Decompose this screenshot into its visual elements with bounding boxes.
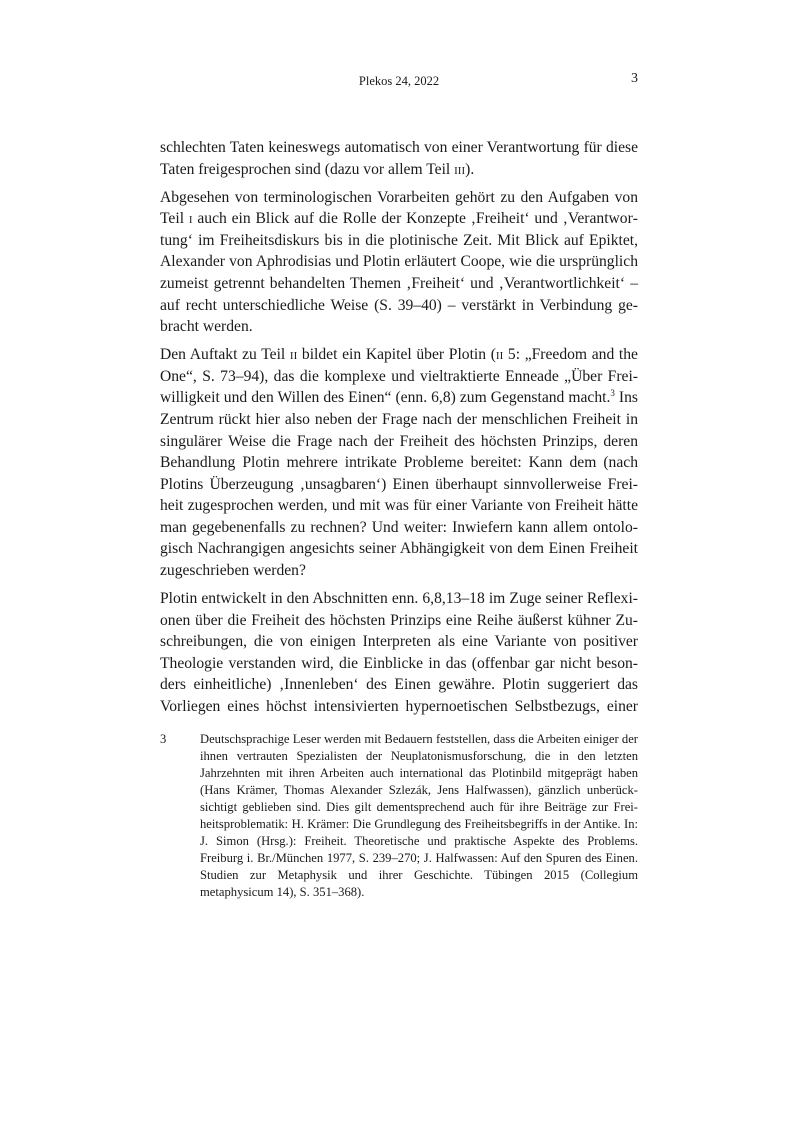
small-caps-numeral: iii [454,160,466,178]
footnote [160,731,638,901]
footnotes [160,731,638,901]
paragraph: Plotin entwickelt in den Abschnitten enn. 6,8,13–18 im Zuge seiner Reflexionen über die Freiheit des höchsten Prinzips eine Reihe äußerst kühner Zuschreibungen, die von einigen Interpreten als eine Variante von positiver Theologie verstanden wird, die Einblicke in das (offenbar gar nicht besonders einheitliche) ‚Innenleben‘ des Einen gewähre. Plotin suggeriert das Vorliegen eines höchst intensivierten hypernoetischen Selbstbezugs, einer [160,590,638,716]
footnote-number: 3 [160,732,167,746]
page-number: 3 [631,71,638,86]
small-caps-numeral: i [188,210,193,228]
small-caps-numeral: ii [289,346,298,364]
paragraph: schlechten Taten keineswegs automatisch von einer Verantwortung für diese Taten freigesprochen sind (dazu vor allem Teil iii). [160,139,638,178]
running-head: Plekos 24, 2022 [358,74,440,88]
footnote-reference[interactable]: 3 [610,388,615,399]
paragraph: Den Auftakt zu Teil ii bildet ein Kapitel über Plotin (ii 5: „Freedom and the One“, S. 73–94), das die komplexe und vieltraktierte Enneade „Über Freiwilligkeit und den Willen des Einen“ (enn. 6,8) zum Gegenstand macht.$^3$ Ins Zentrum rückt hier also neben der Frage nach der menschlichen Freiheit in singulärer Weise die Frage nach der Freiheit des höchsten Prinzips, deren Behandlung Plotin mehrere intrikate Probleme bereitet: Kann dem (nach Plotins Überzeugung ‚unsagbaren‘) Einen überhaupt sinnvollerweise Freiheit zugesprochen werden, und mit was für einer Variante von Freiheit hätte man gegebenenfalls zu rechnen? Und weiter: Inwiefern kann allem ontologisch Nachrangigen angesichts seiner Abhängigkeit von dem Einen Freiheit zugeschrieben werden? [160,346,638,580]
main-text [160,137,638,724]
paragraph: Abgesehen von terminologischen Vorarbeiten gehört zu den Aufgaben von Teil i auch ein Blick auf die Rolle der Konzepte ‚Freiheit‘ und ‚Verantwortung‘ im Freiheitsdiskurs bis in die plotinische Zeit. Mit Blick auf Epiktet, Alexander von Aphrodisias und Plotin erläutert Coope, wie die ursprünglich zumeist getrennt behandelten Themen ‚Freiheit‘ und ‚Verantwortlichkeit‘ – auf recht unterschiedliche Weise (S. 39–40) – verstärkt in Verbindung gebracht werden. [160,188,638,336]
small-caps-numeral: ii [495,346,504,364]
footnote-text: Deutschsprachige Leser werden mit Bedauern feststellen, dass die Arbeiten einiger der ihnen vertrauten Spezialisten der Neuplatonismusforschung, die in den letzten Jahrzehnten mit ihren Arbeiten auch international das Plotinbild mitgeprägt haben (Hans Krämer, Thomas Alexander Szlezák, Jens Halfwassen), gänzlich unberücksichtigt geblieben sind. Dies gilt dementsprechend auch für ihre Beiträge zur Freiheitsproblematik: H. Krämer: Die Grundlegung des Freiheitsbegriffs in der Antike. In: J. Simon (Hrsg.): Freiheit. Theoretische und praktische Aspekte des Problems. Freiburg i. Br./München 1977, S. 239–270; J. Halfwassen: Auf den Spuren des Einen. Studien zur Metaphysik und ihrer Geschichte. Tübingen 2015 (Collegium metaphysicum 14), S. 351–368). [200,732,638,899]
